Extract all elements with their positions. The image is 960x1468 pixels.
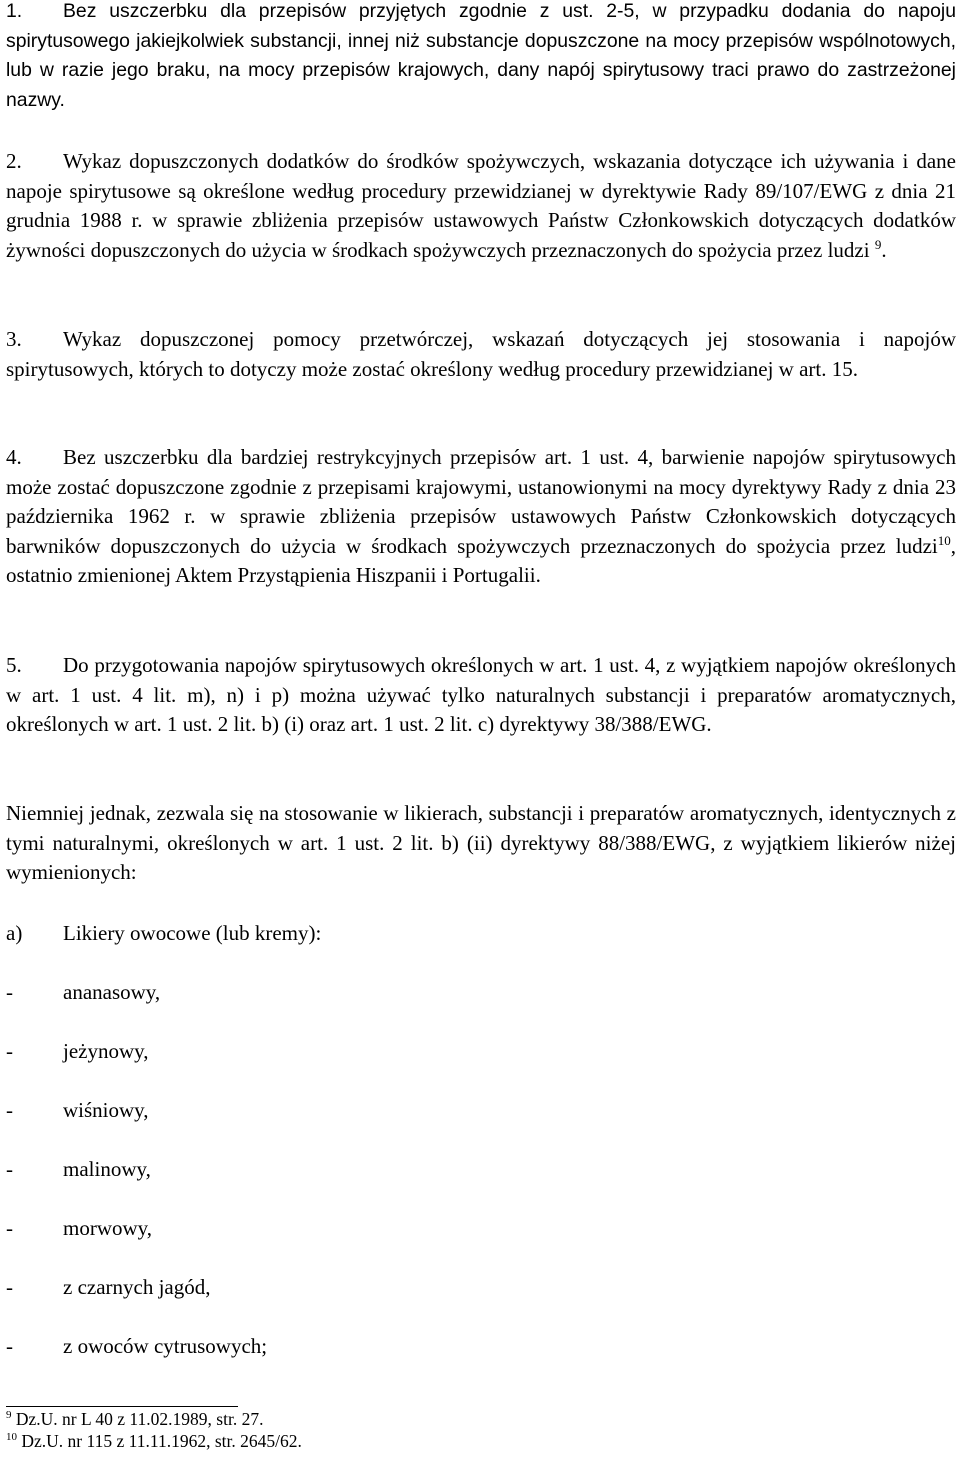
footnote-divider bbox=[6, 1406, 238, 1407]
list-dash: - bbox=[6, 1334, 13, 1358]
paragraph-end: . bbox=[881, 237, 887, 262]
footnote-9 bbox=[6, 1408, 302, 1430]
paragraph-2 bbox=[6, 147, 956, 265]
list-dash: - bbox=[6, 1098, 13, 1122]
list-item bbox=[6, 1332, 267, 1391]
paragraph-3 bbox=[6, 325, 956, 384]
paragraph-6 bbox=[6, 799, 956, 888]
paragraph-number: 2. bbox=[6, 149, 22, 173]
document-page bbox=[6, 0, 956, 1451]
paragraph-1 bbox=[6, 0, 956, 115]
footnote-ref: 9 bbox=[874, 236, 882, 252]
list-item-text: wiśniowy, bbox=[63, 1098, 149, 1122]
list-item-text: jeżynowy, bbox=[63, 1039, 149, 1063]
footnotes bbox=[6, 1408, 302, 1452]
paragraph-text: Do przygotowania napojów spirytusowych określonych w art. 1 ust. 4, z wyjątkiem napojów określonych w art. 1 ust. 4 lit. m), n) i p) można używać tylko naturalnych substancji i preparatów aromatycznych, określonych w art. 1 ust. 2 lit. b) (i) oraz art. 1 ust. 2 lit. c) dyrektywy 38/388/EWG. bbox=[6, 653, 956, 737]
list-item-text: morwowy, bbox=[63, 1216, 153, 1240]
list-dash: - bbox=[6, 1216, 13, 1240]
paragraph-number: 3. bbox=[6, 327, 22, 351]
list-heading bbox=[6, 919, 321, 949]
paragraph-text: Wykaz dopuszczonej pomocy przetwórczej, wskazań dotyczących jej stosowania i napojów spirytusowych, których to dotyczy może zostać określony według procedury przewidzianej w art. 15. bbox=[6, 327, 956, 381]
footnote-number: 9 bbox=[6, 1409, 12, 1422]
list-dash: - bbox=[6, 980, 13, 1004]
list-item bbox=[6, 1037, 267, 1096]
list-item bbox=[6, 1273, 267, 1332]
paragraph-number: 5. bbox=[6, 653, 22, 677]
list-heading-text: Likiery owocowe (lub kremy): bbox=[63, 921, 322, 945]
list-item-text: z czarnych jagód, bbox=[63, 1275, 211, 1299]
list-item-text: malinowy, bbox=[63, 1157, 151, 1181]
list-dash: - bbox=[6, 1157, 13, 1181]
list-item bbox=[6, 1214, 267, 1273]
paragraph-5 bbox=[6, 651, 956, 740]
footnote-text: Dz.U. nr 115 z 11.11.1962, str. 2645/62. bbox=[17, 1431, 302, 1451]
list-item bbox=[6, 978, 267, 1037]
paragraph-text: Niemniej jednak, zezwala się na stosowanie w likierach, substancji i preparatów aromatycznych, identycznych z tymi naturalnymi, określonych w art. 1 ust. 2 lit. b) (ii) dyrektywy 88/388/EWG, z wyjątkiem likierów niżej wymienionych: bbox=[6, 801, 956, 885]
footnote-ref: 10 bbox=[937, 532, 951, 548]
list-item-text: ananasowy, bbox=[63, 980, 161, 1004]
list-dash: - bbox=[6, 1039, 13, 1063]
liqueur-list bbox=[6, 978, 267, 1391]
list-item bbox=[6, 1155, 267, 1214]
list-letter: a) bbox=[6, 921, 23, 945]
footnote-number: 10 bbox=[6, 1431, 17, 1444]
list-item bbox=[6, 1096, 267, 1155]
paragraph-4 bbox=[6, 443, 956, 591]
paragraph-end: , ostatnio zmienionej Aktem Przystąpienia Hiszpanii i Portugalii. bbox=[6, 533, 956, 588]
paragraph-text: Bez uszczerbku dla przepisów przyjętych zgodnie z ust. 2-5, w przypadku dodania do napoju spirytusowego jakiejkolwiek substancji, innej niż substancje dopuszczone na mocy przepisów wspólnotowych, lub w razie jego braku, na mocy przepisów krajowych, dany napój spirytusowy traci prawo do zastrzeżonej nazwy. bbox=[6, 0, 956, 111]
paragraph-number: 1. bbox=[6, 0, 23, 22]
list-dash: - bbox=[6, 1275, 13, 1299]
footnote-text: Dz.U. nr L 40 z 11.02.1989, str. 27. bbox=[11, 1409, 264, 1429]
paragraph-number: 4. bbox=[6, 445, 22, 469]
paragraph-text: Bez uszczerbku dla bardziej restrykcyjnych przepisów art. 1 ust. 4, barwienie napojów spirytusowych może zostać dopuszczone zgodnie z przepisami krajowymi, ustanowionymi na mocy dyrektywy Rady z dnia 23 października 1962 r. w sprawie zbliżenia przepisów ustawowych Państw Członkowskich dotyczących barwników dopuszczonych do użycia w środkach spożywczych przeznaczonych do spożycia przez ludzi bbox=[6, 445, 956, 558]
footnote-10 bbox=[6, 1430, 302, 1452]
list-item-text: z owoców cytrusowych; bbox=[63, 1334, 268, 1358]
paragraph-text: Wykaz dopuszczonych dodatków do środków spożywczych, wskazania dotyczące ich używania i dane napoje spirytusowe są określone według procedury przewidzianej w dyrektywie Rady 89/107/EWG z dnia 21 grudnia 1988 r. w sprawie zbliżenia przepisów ustawowych Państw Członkowskich dotyczących dodatków żywności dopuszczonych do użycia w środkach spożywczych przeznaczonych do spożycia przez ludzi bbox=[6, 149, 956, 262]
